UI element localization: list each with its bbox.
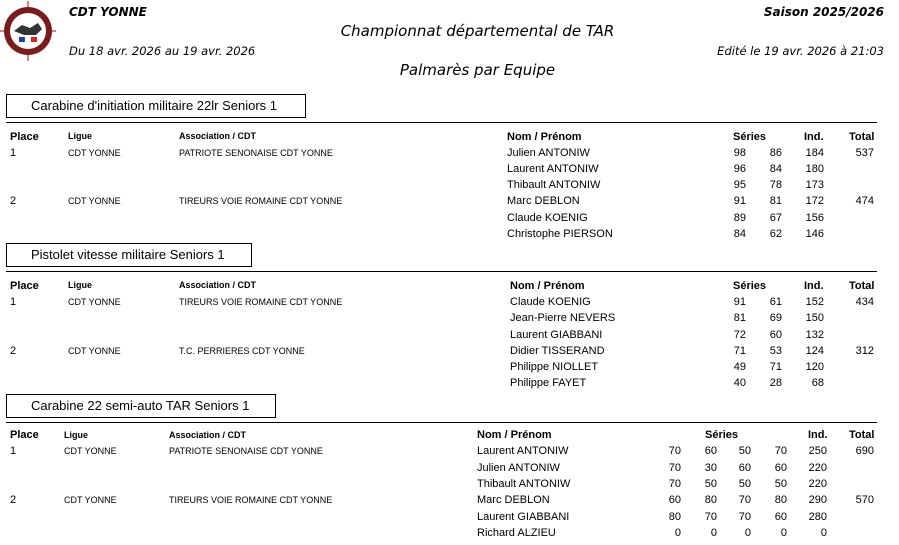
member-name: Marc DEBLON <box>507 195 580 207</box>
section-title: Pistolet vitesse militaire Seniors 1 <box>6 243 252 267</box>
member-series-2: 70 <box>704 511 717 523</box>
member-series-2: 84 <box>769 163 782 175</box>
member-ind: 180 <box>805 163 824 175</box>
team-total: 537 <box>855 147 874 159</box>
col-assoc: Association / CDT <box>179 131 257 141</box>
member-name: Richard ALZIEU <box>477 527 556 539</box>
member-series-1: 84 <box>733 228 746 240</box>
member-ind: 184 <box>805 147 824 159</box>
member-series-1: 91 <box>733 195 746 207</box>
member-name: Philippe NIOLLET <box>510 361 599 373</box>
col-total: Total <box>849 280 875 292</box>
member-name: Thibault ANTONIW <box>507 179 601 191</box>
team-total: 474 <box>855 195 874 207</box>
member-series-1: 40 <box>733 377 746 389</box>
member-series-1: 96 <box>733 163 746 175</box>
member-ind: 280 <box>808 511 827 523</box>
member-series-2: 60 <box>704 445 717 457</box>
col-place: Place <box>10 131 39 143</box>
team-ligue: CDT YONNE <box>68 297 121 307</box>
member-series-2: 28 <box>769 377 782 389</box>
team-ligue: CDT YONNE <box>64 495 117 505</box>
member-series-3: 50 <box>738 445 751 457</box>
member-series-3: 0 <box>744 527 751 539</box>
team-place: 2 <box>10 494 17 506</box>
member-series-3: 70 <box>738 511 751 523</box>
member-series-1: 71 <box>733 345 746 357</box>
member-series-4: 60 <box>774 462 787 474</box>
member-name: Laurent GIABBANI <box>510 329 603 341</box>
member-series-2: 0 <box>710 527 717 539</box>
section-divider <box>6 271 877 272</box>
member-series-2: 81 <box>769 195 782 207</box>
member-series-4: 70 <box>774 445 787 457</box>
col-assoc: Association / CDT <box>169 430 247 440</box>
member-series-3: 50 <box>738 478 751 490</box>
member-name: Jean-Pierre NEVERS <box>510 312 616 324</box>
team-ligue: CDT YONNE <box>64 446 117 456</box>
team-total: 434 <box>855 296 874 308</box>
member-ind: 156 <box>805 212 824 224</box>
col-series: Séries <box>705 429 739 441</box>
team-place: 1 <box>10 445 17 457</box>
col-name: Nom / Prénom <box>510 280 585 292</box>
section-divider <box>6 122 877 123</box>
member-ind: 132 <box>805 329 824 341</box>
date-range: Du 18 avr. 2026 au 19 avr. 2026 <box>69 44 256 58</box>
member-series-1: 80 <box>668 511 681 523</box>
member-ind: 172 <box>805 195 824 207</box>
member-series-1: 81 <box>733 312 746 324</box>
edition-date: Edité le 19 avr. 2026 à 21:03 <box>717 44 884 58</box>
member-ind: 152 <box>805 296 824 308</box>
page-subtitle: Palmarès par Equipe <box>399 61 556 79</box>
team-assoc: TIREURS VOIE ROMAINE CDT YONNE <box>179 196 343 206</box>
section-title: Carabine 22 semi-auto TAR Seniors 1 <box>6 394 276 418</box>
member-ind: 0 <box>820 527 827 539</box>
member-series-1: 91 <box>733 296 746 308</box>
member-name: Laurent ANTONIW <box>477 445 569 457</box>
member-series-2: 69 <box>769 312 782 324</box>
col-ind: Ind. <box>808 429 828 441</box>
col-ligue: Ligue <box>64 430 88 440</box>
member-series-2: 50 <box>704 478 717 490</box>
member-series-4: 80 <box>774 494 787 506</box>
member-series-2: 61 <box>769 296 782 308</box>
col-assoc: Association / CDT <box>179 280 257 290</box>
col-series: Séries <box>733 131 767 143</box>
member-series-2: 78 <box>769 179 782 191</box>
member-ind: 173 <box>805 179 824 191</box>
member-ind: 250 <box>808 445 827 457</box>
page-title: Championnat départemental de TAR <box>340 22 615 40</box>
member-series-1: 72 <box>733 329 746 341</box>
team-assoc: PATRIOTE SENONAISE CDT YONNE <box>179 148 333 158</box>
member-name: Marc DEBLON <box>477 494 550 506</box>
member-series-2: 86 <box>769 147 782 159</box>
team-ligue: CDT YONNE <box>68 346 121 356</box>
member-name: Thibault ANTONIW <box>477 478 571 490</box>
team-place: 2 <box>10 195 17 207</box>
member-name: Julien ANTONIW <box>507 147 590 159</box>
member-series-1: 98 <box>733 147 746 159</box>
member-name: Laurent ANTONIW <box>507 163 599 175</box>
col-ind: Ind. <box>804 131 824 143</box>
member-series-3: 60 <box>738 462 751 474</box>
member-ind: 220 <box>808 478 827 490</box>
member-series-1: 60 <box>668 494 681 506</box>
season-label: Saison 2025/2026 <box>763 5 884 19</box>
member-name: Laurent GIABBANI <box>477 511 570 523</box>
member-series-1: 95 <box>733 179 746 191</box>
member-ind: 220 <box>808 462 827 474</box>
col-name: Nom / Prénom <box>507 131 582 143</box>
member-series-1: 70 <box>668 462 681 474</box>
member-series-4: 0 <box>780 527 787 539</box>
team-assoc: PATRIOTE SENONAISE CDT YONNE <box>169 446 323 456</box>
col-place: Place <box>10 429 39 441</box>
team-total: 312 <box>855 345 874 357</box>
col-ligue: Ligue <box>68 131 92 141</box>
team-ligue: CDT YONNE <box>68 196 121 206</box>
member-series-1: 49 <box>733 361 746 373</box>
team-assoc: TIREURS VOIE ROMAINE CDT YONNE <box>169 495 333 505</box>
section-title: Carabine d'initiation militaire 22lr Seniors 1 <box>6 94 306 118</box>
member-ind: 146 <box>805 228 824 240</box>
member-series-4: 60 <box>774 511 787 523</box>
team-place: 2 <box>10 345 17 357</box>
member-series-2: 60 <box>769 329 782 341</box>
col-series: Séries <box>733 280 767 292</box>
member-series-4: 50 <box>774 478 787 490</box>
organisation-name: CDT YONNE <box>69 5 147 19</box>
col-total: Total <box>849 131 875 143</box>
col-place: Place <box>10 280 39 292</box>
member-ind: 290 <box>808 494 827 506</box>
member-series-2: 67 <box>769 212 782 224</box>
member-name: Claude KOENIG <box>510 296 591 308</box>
member-ind: 120 <box>805 361 824 373</box>
col-total: Total <box>849 429 875 441</box>
col-ligue: Ligue <box>68 280 92 290</box>
member-name: Philippe FAYET <box>510 377 587 389</box>
member-ind: 150 <box>805 312 824 324</box>
member-ind: 124 <box>805 345 824 357</box>
member-name: Claude KOENIG <box>507 212 588 224</box>
member-series-2: 30 <box>704 462 717 474</box>
team-place: 1 <box>10 147 17 159</box>
col-ind: Ind. <box>804 280 824 292</box>
member-name: Julien ANTONIW <box>477 462 560 474</box>
member-series-2: 80 <box>704 494 717 506</box>
member-series-2: 53 <box>769 345 782 357</box>
member-series-1: 70 <box>668 478 681 490</box>
member-name: Christophe PIERSON <box>507 228 613 240</box>
member-series-1: 70 <box>668 445 681 457</box>
member-series-3: 70 <box>738 494 751 506</box>
team-assoc: T.C. PERRIERES CDT YONNE <box>179 346 305 356</box>
team-total: 570 <box>855 494 874 506</box>
member-series-2: 62 <box>769 228 782 240</box>
member-series-1: 0 <box>674 527 681 539</box>
member-name: Didier TISSERAND <box>510 345 605 357</box>
member-series-2: 71 <box>769 361 782 373</box>
member-series-1: 89 <box>733 212 746 224</box>
team-total: 690 <box>855 445 874 457</box>
team-ligue: CDT YONNE <box>68 148 121 158</box>
team-assoc: TIREURS VOIE ROMAINE CDT YONNE <box>179 297 343 307</box>
col-name: Nom / Prénom <box>477 429 552 441</box>
member-ind: 68 <box>811 377 824 389</box>
section-divider <box>6 422 877 423</box>
team-place: 1 <box>10 296 17 308</box>
